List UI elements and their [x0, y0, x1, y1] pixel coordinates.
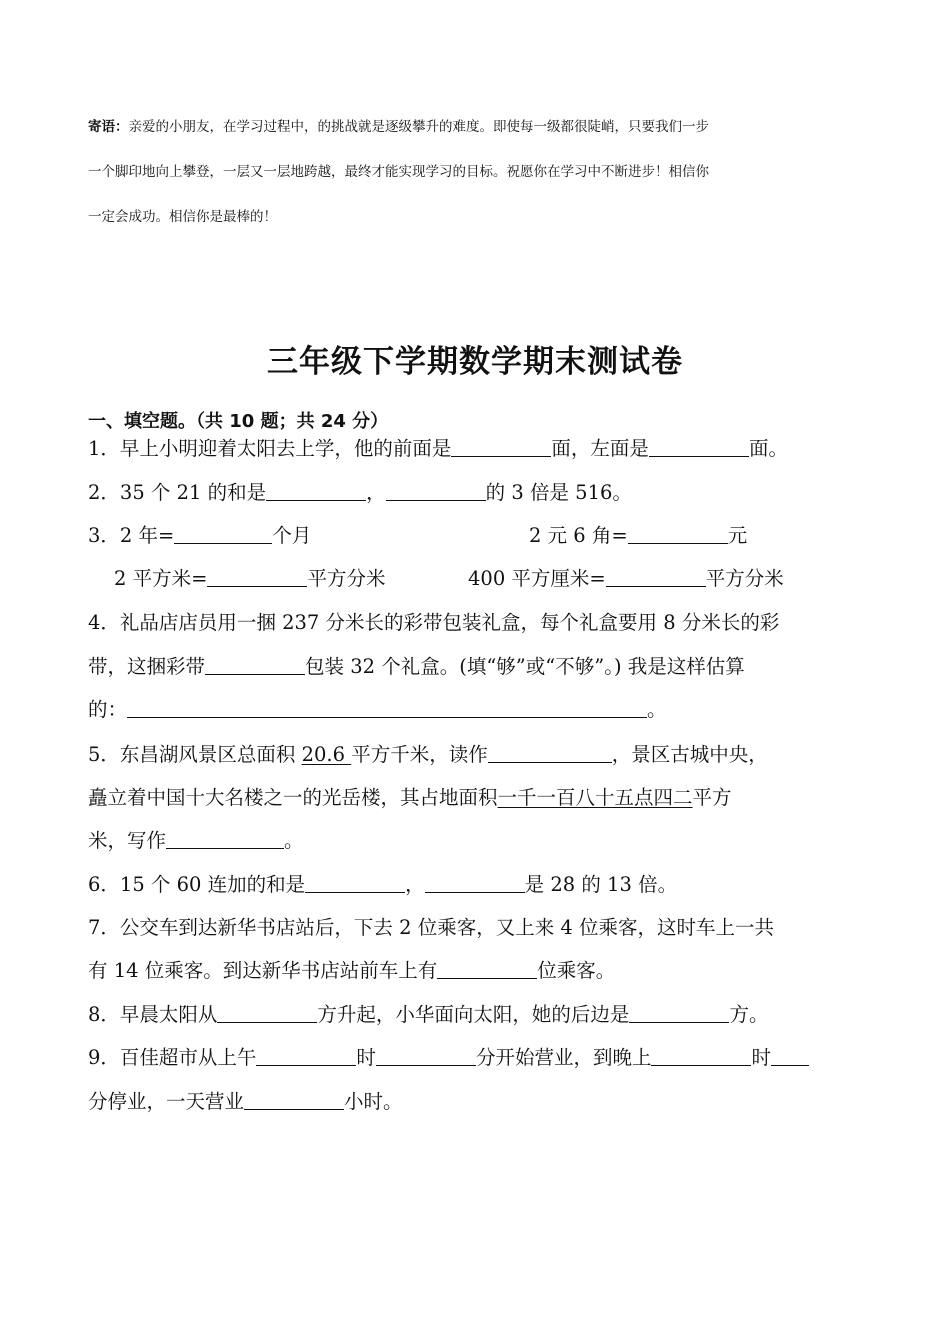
answer-blank[interactable]: [207, 566, 307, 587]
question-4-line-2: 带，这捆彩带 包装 32 个礼盒。(填“够”或“不够”。) 我是这样估算: [88, 655, 745, 678]
answer-blank[interactable]: [266, 480, 366, 501]
question-3-row-2: 2 平方米= 平方分米: [114, 567, 386, 590]
question-3-row-1: 3．2 年= 个月: [88, 524, 312, 547]
answer-blank[interactable]: [127, 697, 647, 718]
page-title: 三年级下学期数学期末测试卷: [267, 344, 683, 380]
answer-blank[interactable]: [451, 436, 551, 457]
answer-blank[interactable]: [174, 523, 272, 544]
answer-blank[interactable]: [217, 1002, 317, 1023]
message-line-1: [88, 118, 868, 136]
question-8: 8．早晨太阳从 方升起，小华面向太阳，她的后边是 方。: [88, 1003, 769, 1026]
answer-blank[interactable]: [305, 872, 405, 893]
question-4-line-1: 4．礼品店店员用一捆 237 分米长的彩带包装礼盒，每个礼盒要用 8 分米长的彩: [88, 611, 780, 634]
question-3-row-2b: 400 平方厘米= 平方分米: [468, 567, 784, 590]
answer-blank[interactable]: [376, 1045, 476, 1066]
answer-blank[interactable]: [771, 1045, 809, 1066]
message-line-3: 一定会成功。相信你是最棒的！: [88, 209, 277, 225]
message-line-2: 一个脚印地向上攀登，一层又一层地跨越，最终才能实现学习的目标。祝愿你在学习中不断进步！相信你: [88, 164, 709, 180]
answer-blank[interactable]: [425, 872, 525, 893]
question-5-line-2: 矗立着中国十大名楼之一的光岳楼，其占地面积一千一百八十五点四二平方: [88, 786, 732, 809]
question-5-line-1: 5．东昌湖风景区总面积 20.6 平方千米，读作 ，景区古城中央，: [88, 743, 768, 766]
question-2: 2．35 个 21 的和是 ， 的 3 倍是 516。: [88, 481, 632, 504]
answer-blank[interactable]: [386, 480, 486, 501]
answer-blank[interactable]: [649, 436, 749, 457]
answer-blank[interactable]: [606, 566, 706, 587]
message-text-1: 亲爱的小朋友，在学习过程中，的挑战就是逐级攀升的难度。即使每一级都很陡峭，只要我们一步: [128, 119, 709, 135]
question-7-line-2: 有 14 位乘客。到达新华书店站前车上有 位乘客。: [88, 959, 616, 982]
answer-blank[interactable]: [256, 1045, 356, 1066]
question-4-line-3: 的： 。: [88, 698, 667, 721]
answer-blank[interactable]: [629, 1002, 729, 1023]
message-label: 寄语：: [88, 119, 129, 135]
question-5-line-3: 米，写作 。: [88, 829, 304, 852]
answer-blank[interactable]: [628, 523, 728, 544]
question-1: 1．早上小明迎着太阳去上学，他的前面是 面，左面是 面。: [88, 437, 788, 460]
question-7-line-1: 7．公交车到达新华书店站后，下去 2 位乘客，又上来 4 位乘客，这时车上一共: [88, 916, 775, 939]
question-3-row-1b: 2 元 6 角= 元: [529, 524, 748, 547]
answer-blank[interactable]: [437, 958, 537, 979]
question-9-line-1: 9．百佳超市从上午 时 分开始营业，到晚上 时: [88, 1045, 809, 1071]
answer-blank[interactable]: [244, 1089, 344, 1110]
question-6: 6．15 个 60 连加的和是 ， 是 28 的 13 倍。: [88, 873, 678, 896]
section-heading: 一、填空题。（共 10 题；共 24 分）: [88, 411, 389, 432]
answer-blank[interactable]: [488, 742, 612, 763]
answer-blank[interactable]: [651, 1045, 751, 1066]
answer-blank[interactable]: [205, 654, 305, 675]
question-9-line-2: 分停业，一天营业 小时。: [88, 1090, 403, 1113]
answer-blank[interactable]: [166, 828, 284, 849]
